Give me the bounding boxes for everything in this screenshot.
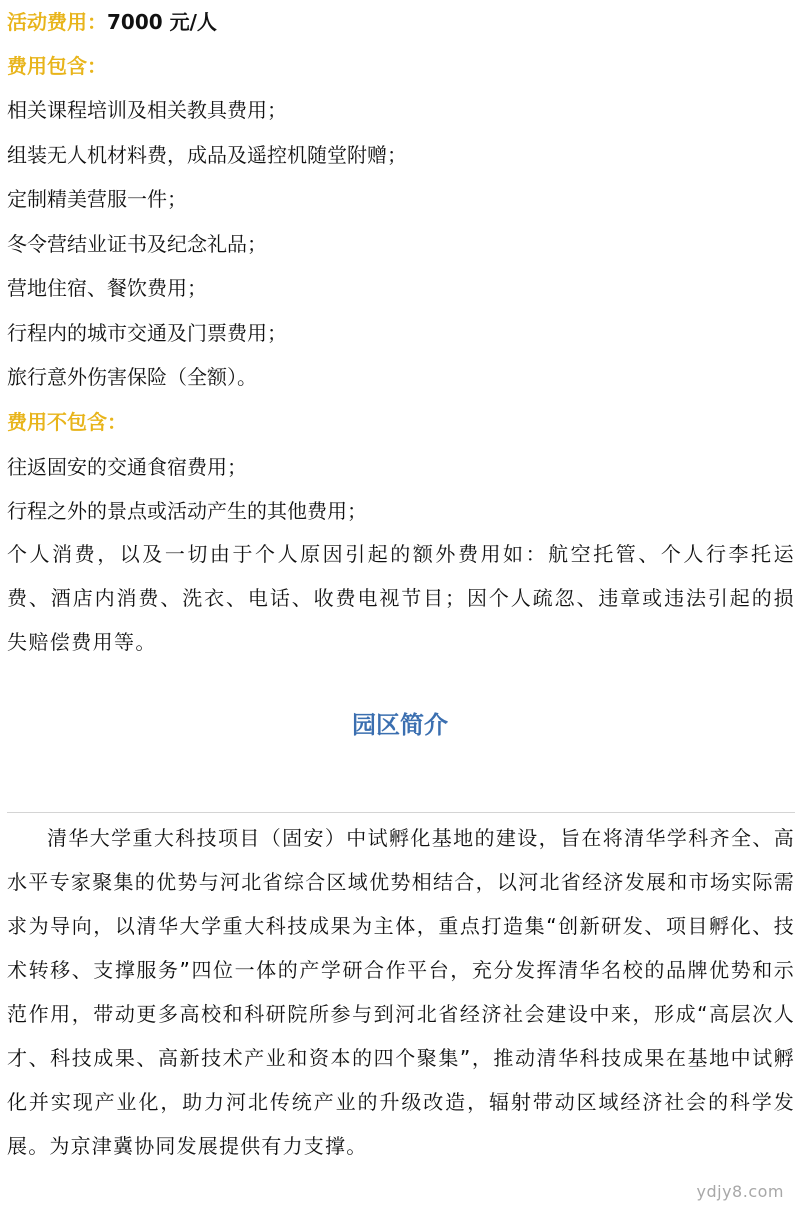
excluded-heading: 费用不包含： [7, 410, 127, 434]
fee-value: 7000 元/人 [107, 10, 217, 34]
fee-line [7, 10, 217, 34]
excluded-item: 行程之外的景点或活动产生的其他费用； [7, 499, 367, 523]
included-item: 旅行意外伤害保险（全额）。 [7, 365, 257, 389]
park-title: 园区简介 [352, 711, 448, 739]
included-item: 相关课程培训及相关教具费用； [7, 98, 287, 122]
included-heading: 费用包含： [7, 54, 107, 78]
included-item: 组装无人机材料费，成品及遥控机随堂附赠； [7, 143, 407, 167]
included-item: 定制精美营服一件； [7, 187, 187, 211]
excluded-item: 往返固安的交通食宿费用； [7, 455, 247, 479]
excluded-note: 个人消费，以及一切由于个人原因引起的额外费用如：航空托管、个人行李托运费、酒店内消费、洗衣、电话、收费电视节目；因个人疏忽、违章或违法引起的损失赔偿费用等。 [7, 542, 795, 654]
watermark: ydjy8.com [696, 1182, 784, 1201]
included-item: 冬令营结业证书及纪念礼品； [7, 232, 267, 256]
included-item: 营地住宿、餐饮费用； [7, 276, 207, 300]
fee-label: 活动费用： [7, 10, 107, 34]
park-intro: 清华大学重大科技项目（固安）中试孵化基地的建设，旨在将清华学科齐全、高水平专家聚集的优势与河北省综合区域优势相结合，以河北省经济发展和市场实际需求为导向，以清华大学重大科技成果为主体，重点打造集“创新研发、项目孵化、技术转移、支撑服务”四位一体的产学研合作平台，充分发挥清华名校的品牌优势和示范作用，带动更多高校和科研院所参与到河北省经济社会建设中来，形成“高层次人才、科技成果、高新技术产业和资本的四个聚集”，推动清华科技成果在基地中试孵化并实现产业化，助力河北传统产业的升级改造，辐射带动区域经济社会的科学发展。为京津冀协同发展提供有力支撑。 [7, 826, 795, 1158]
divider [7, 812, 795, 813]
included-item: 行程内的城市交通及门票费用； [7, 321, 287, 345]
